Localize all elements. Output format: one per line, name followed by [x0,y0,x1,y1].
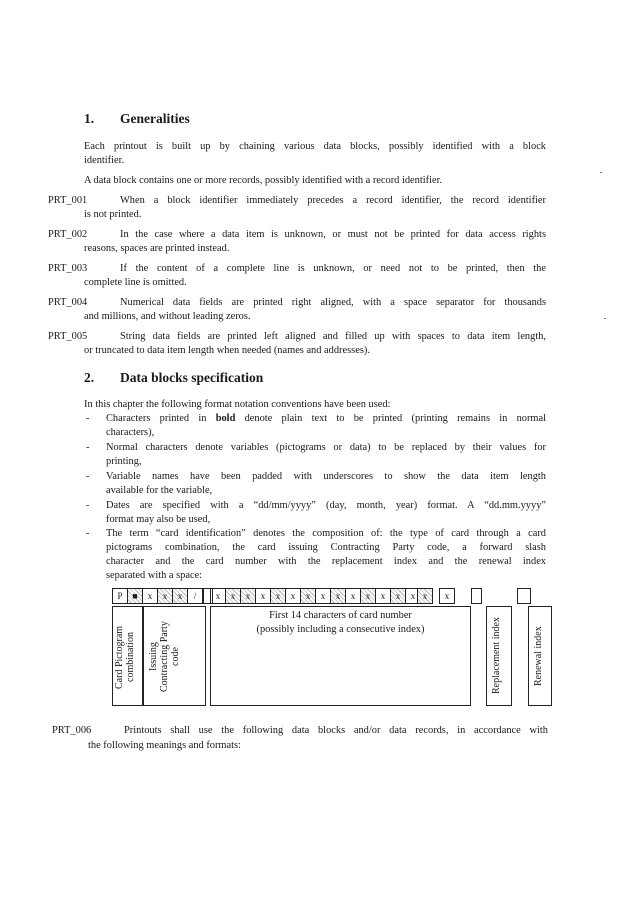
requirement-text-line-1: Numerical data fields are printed right aligned, with a space separator for thousands [120,297,546,308]
figure-cell: x [210,588,226,604]
figure-cell: x [225,588,241,604]
renewal-index-label: Renewal index [533,626,544,686]
requirement-text-line-1: When a block identifier immediately precedes a record identifier, the record identifier [120,195,546,206]
requirement-id: PRT_002 [48,229,88,240]
bullet-dash: - [86,413,90,424]
requirement-text-line-2: the following meanings and formats: [88,740,241,751]
scan-speck [604,318,606,319]
requirement-text-line-2: is not printed. [84,209,142,220]
figure-cell: / [187,588,203,604]
pictogram-label: Card Pictogram combination [114,625,136,689]
figure-cell: x [360,588,376,604]
figure-cell: x [300,588,316,604]
bullet-text: pictograms combination, the card issuing Contracting Party code, a forward slash [106,542,546,553]
requirement-text-line-2: complete line is omitted. [84,277,187,288]
bullet-text: Characters printed in bold denote plain text to be printed (printing remains in normal [106,413,547,424]
figure-cell: x [315,588,331,604]
figure-cell: x [390,588,406,604]
figure-cell: x [172,588,188,604]
bullet-text: The term “card identification” denotes the composition of: the type of card through a card [106,528,546,539]
bullet-text-continuation: characters), [106,427,155,438]
figure-cell: x [142,588,158,604]
figure-cell-blank [517,588,531,604]
figure-cell: x [375,588,391,604]
figure-cell: x [240,588,256,604]
bullet-text-continuation: printing, [106,456,142,467]
section-2-title: Data blocks specification [120,370,264,385]
bullet-text: Variable names have been padded with underscores to show the data item length [106,471,546,482]
figure-cell: x [285,588,301,604]
intro-paragraph-2: A data block contains one or more records, possibly identified with a record identifier. [84,175,443,186]
bullet-text: Dates are specified with a “dd/mm/yyyy” (day, month, year) format. A “dd.mm.yyyy” [106,500,546,511]
bullet-text: Normal characters denote variables (pictograms or data) to be replaced by their values for [106,442,546,453]
requirement-text-line-2: or truncated to data item length when needed (names and addresses). [84,345,370,356]
requirement-text-line-1: In the case where a data item is unknown, or must not be printed for data access rights [120,229,546,240]
figure-cell-blank [203,588,213,604]
section-1-title: Generalities [120,111,190,126]
bullet-text: character and the card number with the replacement index and the renewal index [106,556,546,567]
bullet-text-continuation: format may also be used, [106,514,211,525]
issuing-label: Issuing Contracting Party code [148,621,181,693]
requirement-text-line-2: reasons, spaces are printed instead. [84,243,230,254]
requirement-text-line-1: If the content of a complete line is unknown, or need not to be printed, then the [120,263,546,274]
figure-cell: x [157,588,173,604]
section-1-number: 1. [84,111,95,126]
intro-paragraph-1-line-1: Each printout is built up by chaining various data blocks, possibly identified with a block [84,141,546,152]
requirement-id: PRT_003 [48,263,88,274]
figure-cell-blank [471,588,482,604]
intro-paragraph-1-line-2: identifier. [84,155,125,166]
requirement-id: PRT_004 [48,297,88,308]
figure-cell: x [255,588,271,604]
figure-cell: x [417,588,433,604]
bullet-dash: - [86,471,90,482]
replacement-index-label: Replacement index [491,617,502,695]
bullet-dash: - [86,500,90,511]
card-number-label-line-2: (possibly including a consecutive index) [256,624,425,635]
figure-cell: x [345,588,361,604]
figure-cell: x [405,588,421,604]
requirement-text-line-1: Printouts shall use the following data blocks and/or data records, in accordance with [124,725,548,736]
figure-cell: x [330,588,346,604]
requirement-id: PRT_006 [52,725,92,736]
figure-cell: x [439,588,455,604]
scan-speck [600,172,602,173]
figure-cell: P [112,588,128,604]
requirement-text-line-2: and millions, and without leading zeros. [84,311,251,322]
conventions-intro: In this chapter the following format notation conventions have been used: [84,399,391,410]
requirement-id: PRT_001 [48,195,88,206]
bullet-dash: - [86,528,90,539]
figure-cell: x [270,588,286,604]
bullet-text-continuation: available for the variable, [106,485,213,496]
bullet-dash: - [86,442,90,453]
bullet-text-continuation: separated with a space: [106,570,203,581]
bold-word: bold [215,413,236,424]
figure-cell: ■ [127,588,143,604]
requirement-id: PRT_005 [48,331,88,342]
requirement-text-line-1: String data fields are printed left aligned and filled up with spaces to data item length, [120,331,546,342]
card-number-label-line-1: First 14 characters of card number [269,610,412,621]
section-2-number: 2. [84,370,95,385]
